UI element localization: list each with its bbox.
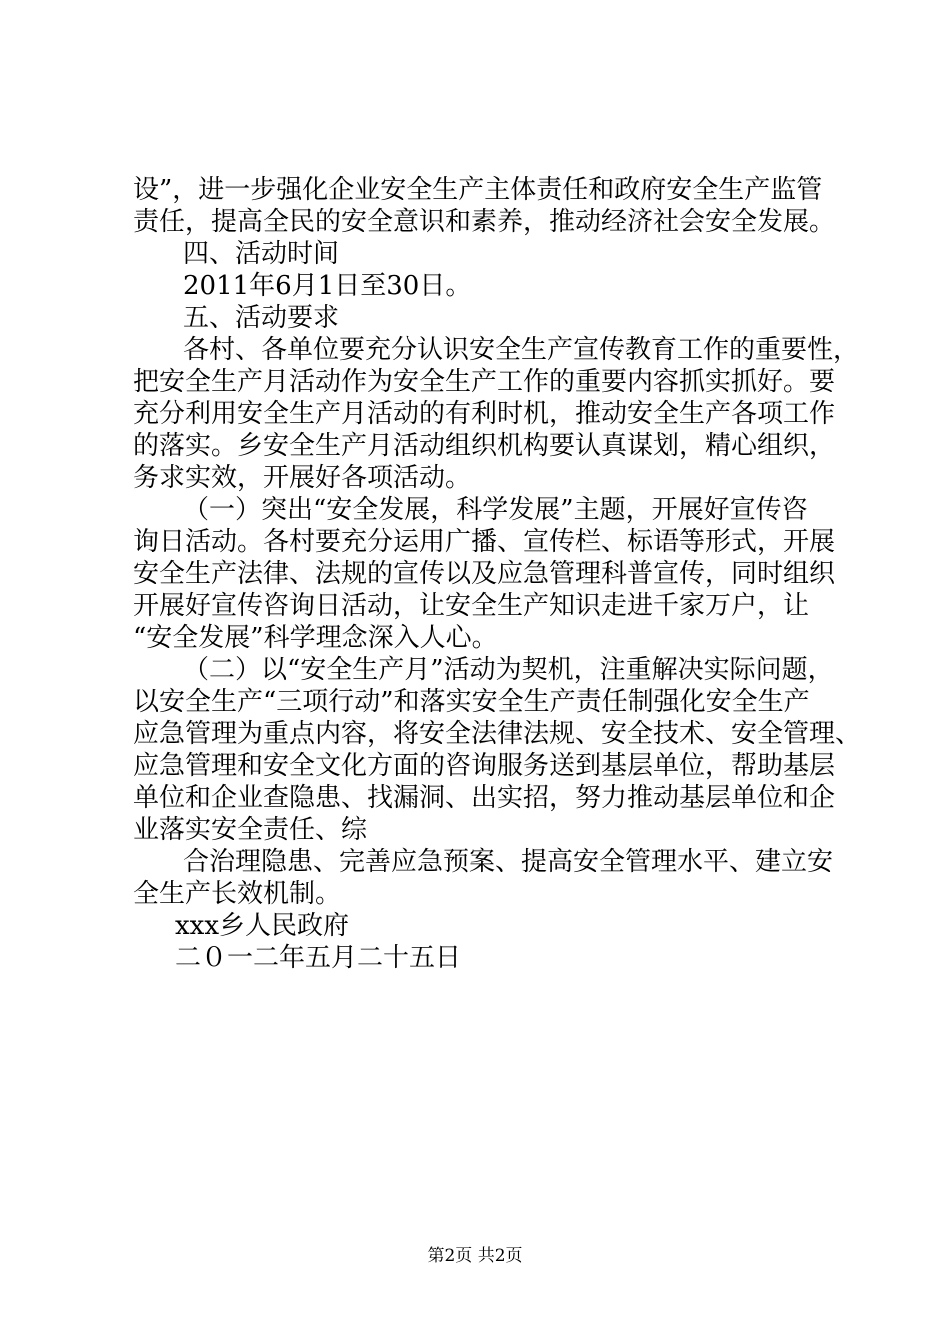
body-line: 各村、各单位要充分认识安全生产宣传教育工作的重要性， xyxy=(183,335,860,365)
body-line: 设”，进一步强化企业安全生产主体责任和政府安全生产监管 xyxy=(133,175,823,205)
body-line: 务求实效，开展好各项活动。 xyxy=(133,463,472,493)
body-line: 业落实安全责任、综 xyxy=(133,815,368,845)
subsection-line: （一）突出“安全发展，科学发展”主题，开展好宣传咨 xyxy=(183,495,808,525)
body-line: 合治理隐患、完善应急预案、提高安全管理水平、建立安 xyxy=(183,847,834,877)
body-line: 以安全生产“三项行动”和落实安全生产责任制强化安全生产 xyxy=(133,687,810,717)
body-line: 应急管理和安全文化方面的咨询服务送到基层单位，帮助基层 xyxy=(133,751,836,781)
body-line: 的落实。乡安全生产月活动组织机构要认真谋划，精心组织， xyxy=(133,431,836,461)
body-line: 单位和企业查隐患、找漏洞、出实招，努力推动基层单位和企 xyxy=(133,783,836,813)
body-line: 全生产长效机制。 xyxy=(133,879,342,909)
signature-organization: xxx乡人民政府 xyxy=(175,911,349,941)
body-line: 应急管理为重点内容，将安全法律法规、安全技术、安全管理、 xyxy=(133,719,862,749)
body-line: 安全生产法律、法规的宣传以及应急管理科普宣传，同时组织 xyxy=(133,559,836,589)
section-heading: 五、活动要求 xyxy=(183,303,340,333)
page-number-footer: 第2页 共2页 xyxy=(427,1246,523,1266)
body-line: 2011年6月1日至30日。 xyxy=(183,271,472,301)
body-line: 开展好宣传咨询日活动，让安全生产知识走进千家万户，让 xyxy=(133,591,810,621)
body-line: 充分利用安全生产月活动的有利时机，推动安全生产各项工作 xyxy=(133,399,836,429)
subsection-line: （二）以“安全生产月”活动为契机，注重解决实际问题， xyxy=(183,655,834,685)
section-heading: 四、活动时间 xyxy=(183,239,340,269)
body-line: 询日活动。各村要充分运用广播、宣传栏、标语等形式，开展 xyxy=(133,527,836,557)
body-line: 责任，提高全民的安全意识和素养，推动经济社会安全发展。 xyxy=(133,207,836,237)
body-line: “安全发展”科学理念深入人心。 xyxy=(133,623,498,653)
body-line: 把安全生产月活动作为安全生产工作的重要内容抓实抓好。要 xyxy=(133,367,836,397)
signature-date: 二０一二年五月二十五日 xyxy=(175,943,462,973)
